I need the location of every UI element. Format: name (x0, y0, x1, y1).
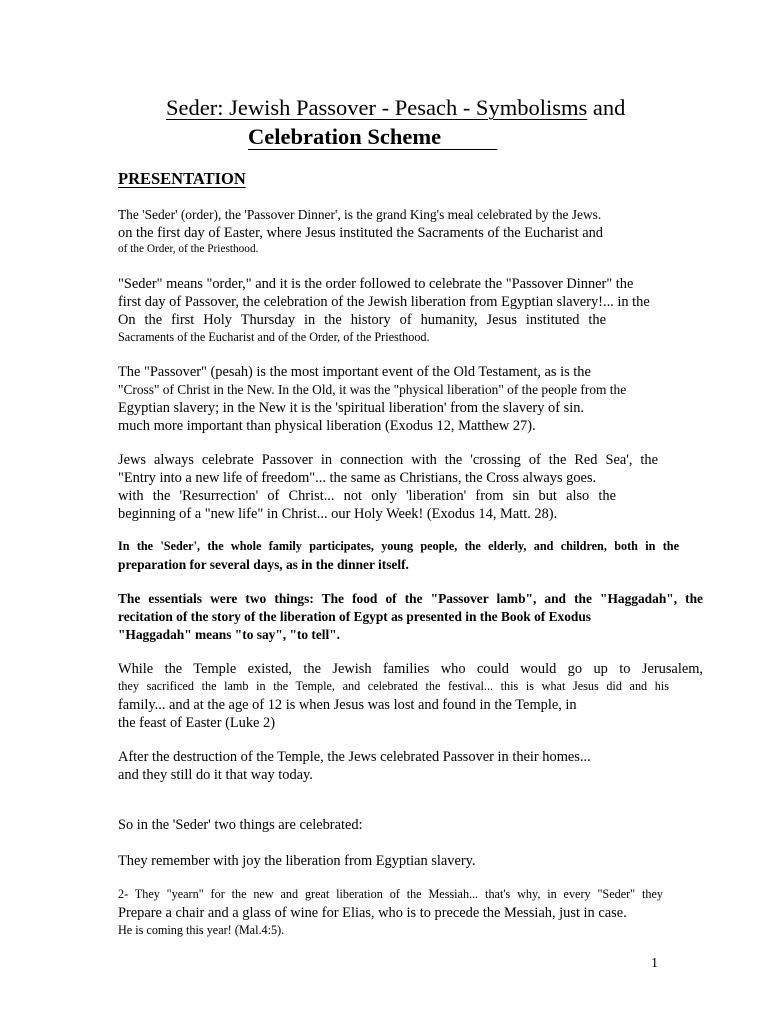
text-line: first day of Passover, the celebration of the Jewish liberation from Egyptian slavery!... in the (118, 294, 650, 310)
text-line: Egyptian slavery; in the New it is the 'spiritual liberation' from the slavery of sin. (118, 400, 584, 416)
text-line: They remember with joy the liberation from Egyptian slavery. (118, 853, 476, 869)
title-and: and (587, 95, 626, 120)
text-line: and they still do it that way today. (118, 767, 313, 783)
text-line: Prepare a chair and a glass of wine for Elias, who is to precede the Messiah, just in case. (118, 905, 627, 921)
text-line: preparation for several days, as in the dinner itself. (118, 557, 409, 572)
text-line: After the destruction of the Temple, the Jews celebrated Passover in their homes... (118, 749, 591, 765)
text-line: "Seder" means "order," and it is the order followed to celebrate the "Passover Dinner" the (118, 276, 634, 292)
section-heading: PRESENTATION (118, 169, 246, 188)
text-line: they sacrificed the lamb in the Temple, and celebrated the festival... this is what Jesus did and his (118, 679, 669, 693)
text-line: He is coming this year! (Mal.4:5). (118, 923, 285, 937)
text-line: beginning of a "new life" in Christ... our Holy Week! (Exodus 14, Matt. 28). (118, 506, 558, 522)
text-line: On the first Holy Thursday in the history of humanity, Jesus instituted the (118, 312, 606, 328)
text-line: of the Order, of the Priesthood. (118, 243, 259, 255)
text-line: with the 'Resurrection' of Christ... not only 'liberation' from sin but also the (118, 488, 616, 504)
text-line: "Entry into a new life of freedom"... the same as Christians, the Cross always goes. (118, 470, 597, 486)
text-line: The 'Seder' (order), the 'Passover Dinner', is the grand King's meal celebrated by the Jews. (118, 207, 602, 222)
text-line: on the first day of Easter, where Jesus instituted the Sacraments of the Eucharist and (118, 225, 603, 241)
text-line: the feast of Easter (Luke 2) (118, 715, 276, 731)
text-line: The essentials were two things: The food of the "Passover lamb", and the "Haggadah", the (118, 591, 703, 606)
title-underlined: Seder: Jewish Passover - Pesach - Symbolisms (166, 95, 588, 120)
text-line: 2- They "yearn" for the new and great liberation of the Messiah... that's why, in every "Seder" they (118, 887, 663, 901)
text-line: So in the 'Seder' two things are celebrated: (118, 817, 363, 833)
text-line: much more important than physical liberation (Exodus 12, Matthew 27). (118, 418, 536, 434)
text-line: Jews always celebrate Passover in connection with the 'crossing of the Red Sea', the (118, 452, 658, 468)
page-number: 1 (651, 956, 658, 971)
title-subtitle: Celebration Scheme (248, 124, 498, 149)
text-line: While the Temple existed, the Jewish families who could would go up to Jerusalem, (118, 661, 703, 677)
text-line: Sacraments of the Eucharist and of the Order, of the Priesthood. (118, 330, 430, 344)
text-line: "Haggadah" means "to say", "to tell". (118, 627, 341, 642)
text-line: In the 'Seder', the whole family participates, young people, the elderly, and children, both in the (118, 539, 679, 553)
text-line: The "Passover" (pesah) is the most important event of the Old Testament, as is the (118, 364, 591, 380)
text-line: family... and at the age of 12 is when Jesus was lost and found in the Temple, in (118, 697, 577, 713)
text-line: recitation of the story of the liberation of Egypt as presented in the Book of Exodus (118, 609, 592, 624)
text-line: "Cross" of Christ in the New. In the Old, it was the "physical liberation" of the people from the (118, 382, 627, 397)
